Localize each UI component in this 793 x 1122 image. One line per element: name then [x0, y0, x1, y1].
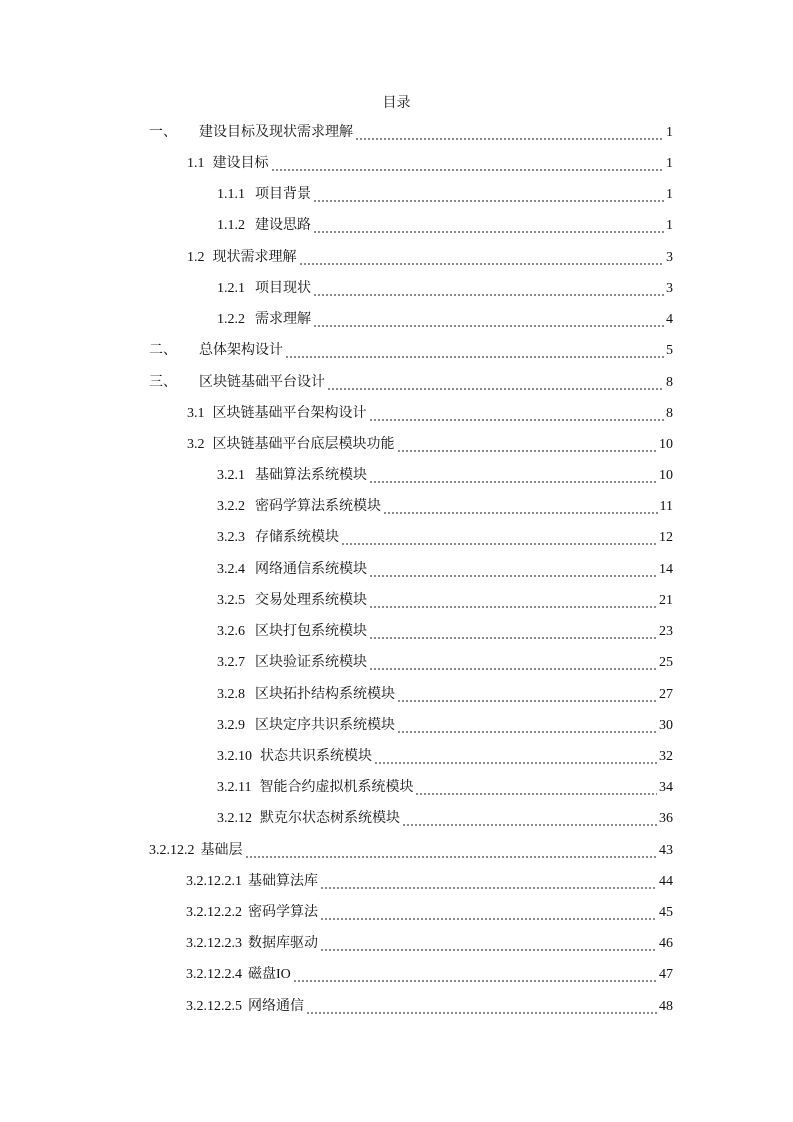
toc-entry[interactable]: [149, 841, 673, 861]
toc-entry-page: 1: [666, 218, 673, 233]
toc-entry-title: 状态共识系统模块: [260, 749, 372, 764]
toc-entry-number: 3.2.9: [217, 718, 245, 733]
dot-leader: [327, 373, 664, 393]
toc-entry[interactable]: [217, 685, 673, 705]
toc-entry-title: 网络通信系统模块: [255, 562, 367, 577]
toc-entry-page: 23: [659, 624, 673, 639]
toc-entry[interactable]: [217, 747, 673, 767]
toc-entry-number: 3.2.1: [217, 468, 245, 483]
toc-entry-number: 3.2.12.2.1: [186, 874, 242, 889]
dot-leader: [369, 622, 657, 642]
toc-entry-number: 3.2.10: [217, 749, 252, 764]
dot-leader: [369, 560, 657, 580]
toc-entry-title: 基础算法系统模块: [255, 468, 367, 483]
dot-leader: [320, 872, 657, 892]
toc-entry-title: 总体架构设计: [199, 343, 283, 358]
toc-entry-title: 区块链基础平台底层模块功能: [212, 437, 395, 452]
toc-entry-title: 区块验证系统模块: [255, 655, 367, 670]
toc-entry[interactable]: [217, 185, 673, 205]
dot-leader: [320, 903, 657, 923]
toc-entry-number: 1.2: [187, 250, 205, 265]
dot-leader: [313, 216, 664, 236]
toc-entry-title: 区块定序共识系统模块: [255, 718, 395, 733]
toc-entry[interactable]: [187, 404, 673, 424]
toc-entry-number: 3.2.12.2.3: [186, 936, 242, 951]
toc-entry-title: 项目背景: [255, 187, 311, 202]
toc-entry-page: 1: [666, 156, 673, 171]
toc-entry-page: 3: [666, 281, 673, 296]
toc-entry-page: 43: [659, 843, 673, 858]
toc-entry-number: 一、: [149, 125, 177, 140]
toc-entry[interactable]: [217, 466, 673, 486]
toc-entry-page: 10: [659, 437, 673, 452]
dot-leader: [415, 778, 657, 798]
dot-leader: [320, 934, 657, 954]
dot-leader: [397, 716, 657, 736]
toc-entry[interactable]: [217, 778, 673, 798]
toc-entry-title: 区块链基础平台设计: [199, 375, 325, 390]
toc-entry-page: 47: [659, 967, 673, 982]
toc-entry[interactable]: [187, 154, 673, 174]
toc-entry[interactable]: [217, 622, 673, 642]
toc-entry-number: 1.1.1: [217, 187, 245, 202]
toc-entry-title: 现状需求理解: [212, 250, 297, 265]
toc-entry-page: 4: [666, 312, 673, 327]
toc-entry-number: 3.2.11: [217, 780, 252, 795]
toc-entry-number: 3.2.2: [217, 499, 245, 514]
dot-leader: [397, 685, 657, 705]
dot-leader: [369, 653, 657, 673]
toc-entry-page: 8: [666, 406, 673, 421]
toc-entry-title: 密码学算法: [248, 905, 318, 920]
toc-entry[interactable]: [186, 872, 673, 892]
toc-entry-number: 3.2.12.2.2: [186, 905, 242, 920]
toc-entry[interactable]: [217, 809, 673, 829]
toc-entry-title: 交易处理系统模块: [255, 593, 367, 608]
toc-title: 目录: [382, 96, 411, 111]
toc-entry-number: 3.2.12.2.5: [186, 999, 242, 1014]
toc-entry-page: 44: [659, 874, 673, 889]
toc-entry[interactable]: [186, 997, 673, 1017]
toc-entry-page: 48: [659, 999, 673, 1014]
toc-entry[interactable]: [217, 497, 673, 517]
dot-leader: [313, 310, 664, 330]
dot-leader: [369, 404, 665, 424]
dot-leader: [341, 528, 657, 548]
toc-entry-number: 三、: [149, 375, 177, 390]
toc-entry-title: 存储系统模块: [255, 530, 339, 545]
toc-entry[interactable]: [149, 373, 673, 393]
toc-entry-page: 25: [659, 655, 673, 670]
dot-leader: [383, 497, 658, 517]
toc-entry-title: 区块打包系统模块: [255, 624, 367, 639]
toc-entry-page: 27: [659, 687, 673, 702]
toc-entry-page: 46: [659, 936, 673, 951]
toc-entry[interactable]: [149, 341, 673, 361]
toc-entry[interactable]: [186, 934, 673, 954]
dot-leader: [245, 841, 658, 861]
toc-entry-page: 8: [666, 375, 673, 390]
dot-leader: [369, 466, 657, 486]
toc-entry[interactable]: [217, 560, 673, 580]
toc-entry-number: 二、: [149, 343, 177, 358]
toc-entry-page: 10: [659, 468, 673, 483]
toc-entry-page: 1: [666, 125, 673, 140]
toc-entry-number: 3.2.8: [217, 687, 245, 702]
toc-entry[interactable]: [217, 279, 673, 299]
toc-entry[interactable]: [217, 591, 673, 611]
toc-entry-title: 基础算法库: [248, 874, 318, 889]
toc-entry-title: 数据库驱动: [248, 936, 318, 951]
toc-entry[interactable]: [217, 216, 673, 236]
toc-entry-title: 需求理解: [255, 312, 311, 327]
dot-leader: [293, 965, 657, 985]
toc-entry-number: 3.2.7: [217, 655, 245, 670]
toc-entry-number: 1.2.2: [217, 312, 245, 327]
toc-entry-number: 3.2.6: [217, 624, 245, 639]
toc-entry-number: 1.2.1: [217, 281, 245, 296]
toc-entry-number: 3.2.3: [217, 530, 245, 545]
toc-entry-number: 1.1.2: [217, 218, 245, 233]
dot-leader: [313, 185, 664, 205]
toc-entry-number: 1.1: [187, 156, 205, 171]
dot-leader: [306, 997, 657, 1017]
toc-entry-page: 30: [659, 718, 673, 733]
toc-entry-title: 磁盘IO: [248, 967, 291, 982]
toc-entry-title: 项目现状: [255, 281, 311, 296]
toc-entry-title: 建设目标: [212, 156, 269, 171]
toc-entry-title: 区块拓扑结构系统模块: [255, 687, 395, 702]
toc-entry-title: 默克尔状态树系统模块: [260, 811, 400, 826]
toc-entry-page: 5: [666, 343, 673, 358]
dot-leader: [271, 154, 665, 174]
toc-entry-page: 21: [659, 593, 673, 608]
toc-entry-page: 45: [659, 905, 673, 920]
toc-entry-title: 密码学算法系统模块: [255, 499, 381, 514]
toc-entry-page: 12: [659, 530, 673, 545]
toc-entry[interactable]: [217, 653, 673, 673]
toc-entry-title: 网络通信: [248, 999, 304, 1014]
toc-entry[interactable]: [217, 716, 673, 736]
toc-entry-title: 基础层: [200, 843, 243, 858]
toc-entry[interactable]: [186, 965, 673, 985]
dot-leader: [313, 279, 664, 299]
toc-entry-number: 3.2.4: [217, 562, 245, 577]
toc-entry[interactable]: [149, 123, 673, 143]
toc-entry-number: 3.2.5: [217, 593, 245, 608]
toc-entry-page: 36: [659, 811, 673, 826]
toc-entry-title: 智能合约虚拟机系统模块: [259, 780, 414, 795]
toc-entry-page: 3: [666, 250, 673, 265]
toc-entry-number: 3.2: [187, 437, 205, 452]
toc-entry-number: 3.2.12.2: [149, 843, 195, 858]
toc-entry[interactable]: [217, 310, 673, 330]
toc-entry[interactable]: [187, 435, 673, 455]
dot-leader: [355, 123, 664, 143]
toc-entry-number: 3.2.12.2.4: [186, 967, 242, 982]
dot-leader: [285, 341, 664, 361]
dot-leader: [299, 248, 665, 268]
dot-leader: [397, 435, 658, 455]
toc-entry-page: 32: [659, 749, 673, 764]
toc-entry-number: 3.2.12: [217, 811, 252, 826]
toc-entry-page: 14: [659, 562, 673, 577]
toc-entry-number: 3.1: [187, 406, 205, 421]
toc-entry-title: 区块链基础平台架构设计: [212, 406, 367, 421]
toc-entry-page: 11: [659, 499, 673, 514]
toc-entry[interactable]: [187, 248, 673, 268]
toc-entry-page: 1: [666, 187, 673, 202]
toc-entry[interactable]: [217, 528, 673, 548]
toc-entry-page: 34: [659, 780, 673, 795]
toc-entry[interactable]: [186, 903, 673, 923]
dot-leader: [369, 591, 657, 611]
toc-entry-title: 建设目标及现状需求理解: [199, 125, 353, 140]
dot-leader: [402, 809, 657, 829]
dot-leader: [374, 747, 657, 767]
toc-entry-title: 建设思路: [255, 218, 311, 233]
